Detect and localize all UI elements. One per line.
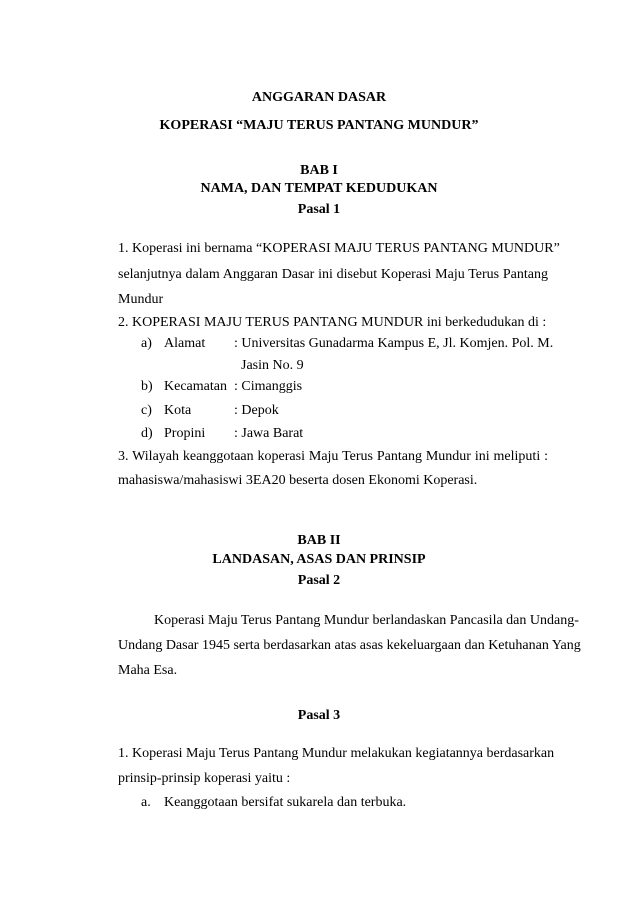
pasal2-para-line1: Koperasi Maju Terus Pantang Mundur berlandaskan Pancasila dan Undang- [154,613,579,628]
document-subtitle: KOPERASI “MAJU TERUS PANTANG MUNDUR” [159,118,479,133]
pasal2-heading: Pasal 2 [297,573,341,588]
list-item-text: Keanggotaan bersifat sukarela dan terbuka. [164,795,407,810]
bab1-title: NAMA, DAN TEMPAT KEDUDUKAN [200,181,438,196]
bab1-item1-line1: 1. Koperasi ini bernama “KOPERASI MAJU TERUS PANTANG MUNDUR” [118,241,560,256]
bab1-item1-line3: Mundur [118,292,164,307]
location-value: : Depok [234,403,279,418]
bab1-item2: 2. KOPERASI MAJU TERUS PANTANG MUNDUR ini berkedudukan di : [118,315,547,330]
pasal3-line1: 1. Koperasi Maju Terus Pantang Mundur melakukan kegiatannya berdasarkan [118,746,555,761]
bab1-item1-line2: selanjutnya dalam Anggaran Dasar ini disebut Koperasi Maju Terus Pantang [118,267,548,282]
location-label: Kota [164,403,192,418]
pasal1-heading: Pasal 1 [297,202,341,217]
location-value: : Jawa Barat [234,426,304,441]
pasal3-heading: Pasal 3 [297,708,341,723]
location-label: Alamat [164,336,206,351]
list-marker: c) [141,403,152,418]
bab1-item3-line2: mahasiswa/mahasiswi 3EA20 beserta dosen Ekonomi Koperasi. [118,473,478,488]
bab2-heading: BAB II [297,533,341,548]
list-marker: d) [141,426,153,441]
pasal2-para-line2: Undang Dasar 1945 serta berdasarkan atas asas kekeluargaan dan Ketuhanan Yang [118,638,581,653]
list-marker: a) [141,336,152,351]
location-label: Kecamatan [164,379,227,394]
pasal2-para-line3: Maha Esa. [118,663,178,678]
location-value: : Cimanggis [234,379,303,394]
bab1-item3-line1: 3. Wilayah keanggotaan koperasi Maju Terus Pantang Mundur ini meliputi : [118,449,548,464]
document-title: ANGGARAN DASAR [251,90,387,105]
location-label: Propini [164,426,206,441]
location-value: : Universitas Gunadarma Kampus E, Jl. Komjen. Pol. M. [234,336,554,351]
list-marker: a. [141,795,151,810]
bab1-heading: BAB I [300,163,338,178]
list-marker: b) [141,379,153,394]
pasal3-line2: prinsip-prinsip koperasi yaitu : [118,771,291,786]
bab2-title: LANDASAN, ASAS DAN PRINSIP [212,552,426,567]
location-value-cont: Jasin No. 9 [241,358,304,373]
